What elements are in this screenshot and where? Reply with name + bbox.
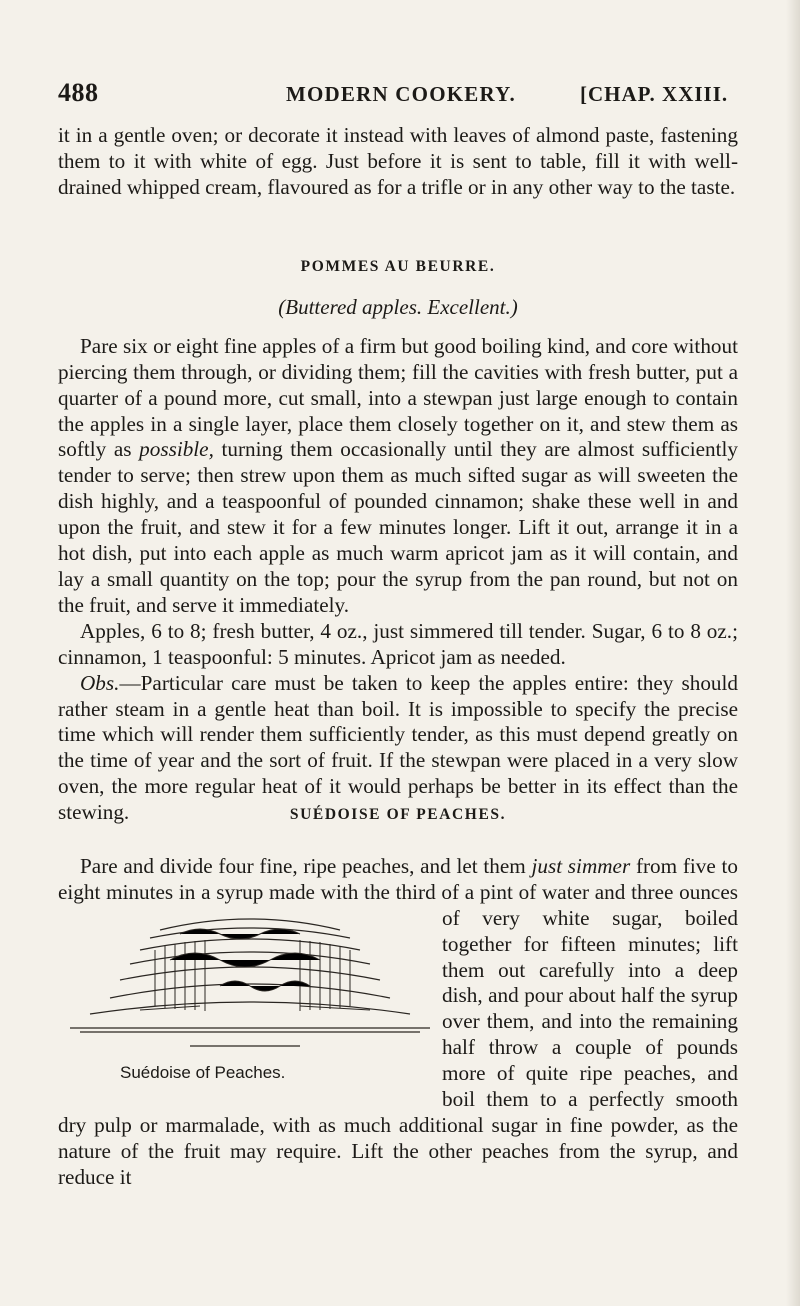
page-number: 488	[58, 78, 99, 107]
method-text-b: turning them occasionally until they are almost sufficiently tender to serve; then strew upon them as much sifted sugar as will sweeten the dish highly, and a teaspoonful of pounded cinnamon; shake these well in and upon the fruit, and stew it for a few minutes longer. Lift it out, arrange it in a hot dish, put into each apple as much warm apricot jam as it will contain, and lay a small quantity on the top; pour the syrup from the pan round, but not on the fruit, and serve it immediately.	[58, 437, 739, 617]
intro-text-b: from five to eight minutes in a syrup made with the third of a pint	[58, 853, 739, 904]
chapter-label: [CHAP. XXIII.	[580, 82, 729, 106]
intro-text-b-rest: of water and three ounces of very white sugar, boiled together for fifteen minutes; lift them out carefully into a deep dish, and pour about half the syrup over them, and into the remaining half throw a couple of pounds more of quite ripe peaches, and boil them to a perfectly smooth dry pulp or marmalade, with as much additional sugar in fine powder, as the nature of the fruit may require. Lift the other peaches from the syrup, and reduce it	[58, 879, 738, 1189]
method-emphasis: possible,	[139, 437, 214, 462]
figure-float	[58, 910, 430, 1096]
obs-label: Obs.	[80, 670, 120, 695]
figure-suedoise	[58, 910, 430, 1096]
intro-emphasis: just simmer	[531, 853, 631, 878]
page-edge-shadow	[786, 0, 800, 1306]
recipe-suedoise-of-peaches	[58, 802, 738, 1191]
figure-caption: Suédoise of Peaches.	[120, 1062, 286, 1082]
continued-paragraph	[58, 123, 738, 201]
recipe-title: POMMES AU BEURRE.	[300, 258, 496, 275]
suedoise-engraving-icon	[70, 910, 430, 1050]
recipe-quantities: Apples, 6 to 8; fresh butter, 4 oz., just simmered till tender. Sugar, 6 to 8 oz.; cinnamon, 1 teaspoonful: 5 minutes. Apricot jam as needed.	[58, 618, 738, 669]
recipe-method	[58, 334, 738, 619]
running-title: MODERN COOKERY.	[286, 82, 516, 106]
method-text-a: Pare six or eight fine apples of a firm but good boiling kind, and core without piercing them through, or dividing them; fill the cavities with fresh butter, put a quarter of a pound more, cut small, into a stewpan just large enough to contain the apples in a single layer, place them closely together on it, and stew them as softly as	[58, 333, 738, 462]
intro-text-a: Pare and divide four fine, ripe peaches, and let them	[80, 853, 526, 878]
paragraph-text: it in a gentle oven; or decorate it instead with leaves of almond paste, fastening them to it with white of egg. Just before it is sent to table, fill it with well-drained whipped cream, flavoured as for a trifle or in any other way to the taste.	[58, 123, 738, 199]
recipe-title: SUÉDOISE OF PEACHES.	[289, 806, 507, 823]
recipe-intro-first-line	[58, 854, 738, 1191]
recipe-pommes-au-beurre	[58, 254, 738, 826]
obs-text: —Particular care must be taken to keep the apples entire: they should rather steam in a gentle heat than boil. It is impossible to specify the precise time which will render them sufficiently tender, as this must depend greatly on the time of year and the sort of fruit. If the stewpan were placed in a very slow oven, the more regular heat of it would perhaps be better in its effect than the stewing.	[58, 670, 738, 825]
page-header	[58, 78, 738, 112]
recipe-subtitle: (Buttered apples. Excellent.)	[278, 294, 518, 319]
